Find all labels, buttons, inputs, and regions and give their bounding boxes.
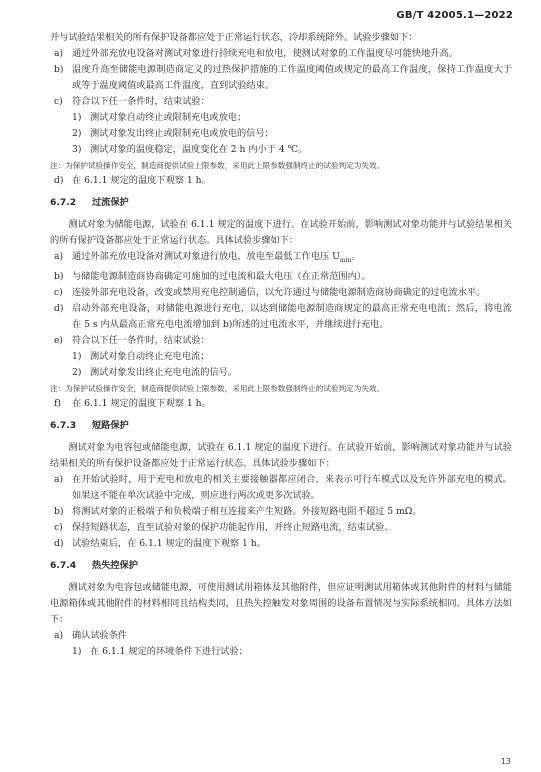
sub-text: 在 6.1.1 规定的环境条件下进行试验； <box>90 645 248 657</box>
item-text: 温度升高至储能电源制造商定义的过热保护措施的工作温度阈值或规定的最高工作温度，保持工作温度大于或等于温度阈值或最高工作温度，直到试验结束。 <box>72 64 512 91</box>
item-label: d) <box>54 175 64 186</box>
section-heading <box>50 558 512 574</box>
sub-label: 2) <box>72 128 82 139</box>
item-label: e) <box>54 334 64 346</box>
list-item <box>50 46 512 62</box>
item-text: 将测试对象的正极端子和负极端子相互连接来产生短路。外接短路电阻不超过 5 mΩ。 <box>72 505 422 517</box>
section-intro: 测试对象为储能电源，试验在 6.1.1 规定的温度下进行。在试验开始前，影响测试对象功能并与试验结果相关的所有保护设备都应处于正常运行状态。具体试验步骤如下： <box>50 219 512 246</box>
sub-item <box>50 644 512 660</box>
sub-label: 1) <box>72 112 82 123</box>
item-text: 保持短路状态，直至试验对象的保护功能起作用，并终止短路电流，结束试验。 <box>72 521 394 533</box>
list-item <box>50 285 512 301</box>
item-text: 启动外部充电设备，对储能电源进行充电，以达到储能电源制造商规定的最高正常充电电流；然后，将电流在 5 s 内从最高正常充电电流增加到 b)所述的过电流水平，并继续进行充电。 <box>72 302 512 330</box>
sub-item <box>50 142 512 158</box>
sub-item <box>50 365 512 381</box>
list-item <box>50 472 512 504</box>
item-text: 通过外部充放电设备对测试对象进行放电，放电至最低工作电压 U <box>72 251 340 262</box>
standard-header: GB/T 42005.1—2022 <box>396 10 513 21</box>
item-label: c) <box>54 521 63 533</box>
section-intro: 测试对象为电容包或储能电源，可使用测试用箱体及其他附件，但应证明测试用箱体或其他附件的材料与储能电源箱体或其他附件的材料相同且结构类同，且热失控触发对象周围的设备布置情况与实际系统相同。具体方法如下： <box>50 581 512 625</box>
document-body <box>50 30 512 660</box>
item-label: a) <box>54 629 64 641</box>
item-label: b) <box>54 270 64 282</box>
sub-item <box>50 349 512 365</box>
list-item <box>50 249 512 269</box>
item-text: 连接外部充电设备，改变或禁用充电控制通信，以允许通过与储能电源制造商协商确定的过电流水平。 <box>72 286 486 298</box>
section-title: 短路保护 <box>92 419 129 431</box>
item-text: 确认试验条件 <box>72 629 128 641</box>
list-item <box>50 173 512 189</box>
intro-paragraph: 并与试验结果相关的所有保护设备都应处于正常运行状态，冷却系统除外。试验步骤如下： <box>50 32 418 43</box>
item-label: b) <box>54 64 64 75</box>
list-item <box>50 504 512 520</box>
item-text: 符合以下任一条件时，结束试验： <box>72 334 210 346</box>
sub-label: 1) <box>72 350 82 362</box>
sub-label: 2) <box>72 366 82 378</box>
list-item <box>50 520 512 536</box>
sub-label: 3) <box>72 144 82 155</box>
item-text: 在 6.1.1 规定的温度下观察 1 h。 <box>72 397 211 409</box>
list-item <box>50 301 512 333</box>
item-text: 符合以下任一条件时，结束试验： <box>72 96 210 107</box>
section-intro: 测试对象为电容包或储能电源，试验在 6.1.1 规定的温度下进行。在试验开始前，影响测试对象功能并与试验结果相关的所有保护设备都应处于正常运行状态。具体试验步骤如下： <box>50 441 512 469</box>
item-text: 在开始试验时，用于充电和放电的相关主要接触器都应闭合，来表示可行车模式以及允许外部充电的模式。如果这不能在单次试验中完成，则应进行两次或更多次试验。 <box>72 473 512 501</box>
item-text: 通过外部充放电设备对测试对象进行持续充电和放电，使测试对象的工作温度尽可能快地升高。 <box>72 48 458 59</box>
item-label: c) <box>54 286 63 298</box>
list-item <box>50 269 512 285</box>
section-number: 6.7.3 <box>50 419 77 431</box>
sub-label: 1) <box>72 645 82 657</box>
section-heading <box>50 418 512 434</box>
note: 注：为保护试验操作安全，制造商提供试验上限参数，采用此上限参数强制终止的试验判定为失效。 <box>50 161 385 170</box>
item-label: d) <box>54 302 64 314</box>
section-heading <box>50 195 512 211</box>
item-label: b) <box>54 505 64 517</box>
list-item <box>50 396 512 412</box>
item-label: a) <box>54 473 64 485</box>
page-number: 13 <box>500 757 511 766</box>
sub-item <box>50 110 512 126</box>
sub-text: 测试对象自动终止或限制充电或放电； <box>90 112 247 123</box>
sub-text: 测试对象发出终止充电电流的信号。 <box>90 366 237 378</box>
list-item <box>50 333 512 349</box>
item-text: 试验结束后，在 6.1.1 规定的温度下观察 1 h。 <box>72 537 266 549</box>
sub-text: 测试对象的温度稳定，温度变化在 2 h 内小于 4 ℃。 <box>90 144 308 155</box>
sub-item <box>50 126 512 142</box>
item-label: f) <box>54 397 61 409</box>
sub-text: 测试对象发出终止或限制充电或放电的信号； <box>90 128 274 139</box>
section-number: 6.7.4 <box>50 559 77 571</box>
subscript: min <box>339 256 352 264</box>
list-item <box>50 62 512 94</box>
item-label: c) <box>54 96 63 107</box>
list-item <box>50 628 512 644</box>
list-item <box>50 94 512 110</box>
item-label: a) <box>54 48 64 59</box>
item-label: d) <box>54 537 64 549</box>
sub-text: 测试对象自动终止充电电流； <box>90 350 210 362</box>
item-label: a) <box>54 251 64 262</box>
item-tail: 。 <box>351 251 361 262</box>
item-text: 与储能电源制造商协商确定可施加的过电流和最大电压（在正常范围内）。 <box>72 270 371 282</box>
list-item <box>50 536 512 552</box>
section-number: 6.7.2 <box>50 197 77 208</box>
note: 注：为保护试验操作安全，制造商提供试验上限参数，采用此上限参数强制终止的试验判定为失效。 <box>50 383 385 393</box>
item-text: 在 6.1.1 规定的温度下观察 1 h。 <box>72 175 211 186</box>
section-title: 过流保护 <box>92 197 129 208</box>
section-title: 热失控保护 <box>92 559 138 571</box>
